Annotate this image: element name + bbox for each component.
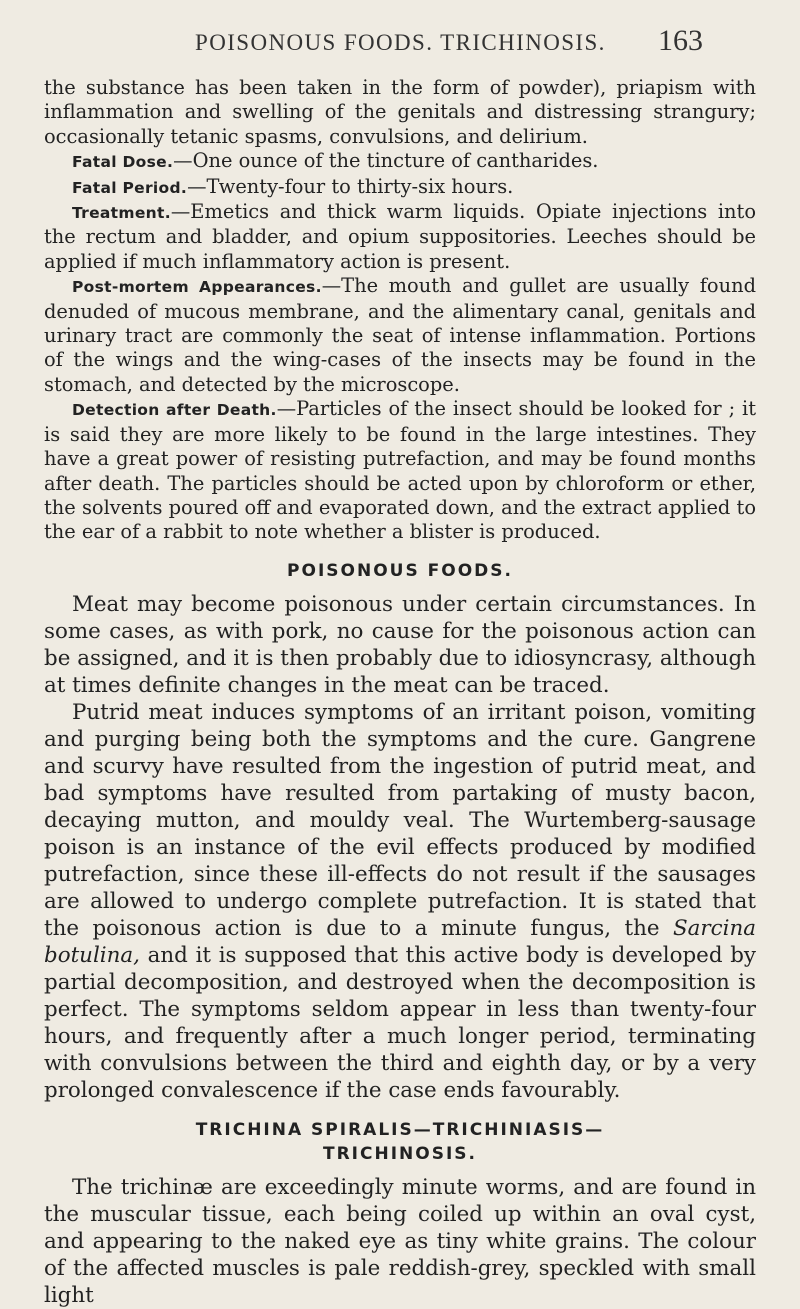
detection-paragraph [44, 397, 756, 544]
fatal-dose-paragraph [44, 149, 756, 174]
page-number: 163 [658, 24, 703, 57]
poisonous-foods-paragraph-2 [44, 699, 756, 1104]
poisonous-foods-heading: POISONOUS FOODS. [287, 560, 513, 581]
post-mortem-text: —The mouth and gullet are usually found denuded of mucous membrane, and the alimentary canal, genitals and urinary tract are commonly the seat of intense inflammation. Portions of the wings and the wing-cases of the insects may be found in the stomach, and detected by the microscope. [44, 274, 756, 396]
fatal-period-text: —Twenty-four to thirty-six hours. [187, 174, 514, 198]
trichina-heading-line-2: TRICHINOSIS. [323, 1143, 477, 1164]
detection-term: Detection after Death. [72, 401, 277, 420]
trichina-heading [44, 1118, 756, 1166]
poisonous-foods-section [44, 591, 756, 1309]
post-mortem-term: Post-mortem Appearances. [72, 278, 322, 297]
sarcina-botulina-italic: Sarcina botulina, [44, 915, 756, 968]
fatal-period-term: Fatal Period. [72, 178, 188, 197]
trichina-heading-line-1: TRICHINA SPIRALIS—TRICHINIASIS— [195, 1119, 605, 1140]
post-mortem-paragraph [44, 274, 756, 397]
poisonous-foods-paragraph-1: Meat may become poisonous under certain circumstances. In some cases, as with pork, no cause for the poisonous action can be assigned, and it is then probably due to idiosyncrasy, although at times definite changes in the meat can be traced. [44, 591, 756, 698]
treatment-term: Treatment. [72, 204, 171, 223]
running-head: POISONOUS FOODS. TRICHINOSIS. [195, 30, 606, 55]
treatment-text: —Emetics and thick warm liquids. Opiate injections into the rectum and bladder, and opium suppositories. Leeches should be applied if much inflammatory action is present. [44, 200, 756, 273]
fatal-dose-text: —One ounce of the tincture of cantharides. [173, 149, 599, 173]
fatal-period-paragraph [44, 175, 756, 200]
body-text [44, 76, 756, 1309]
fatal-dose-term: Fatal Dose. [72, 153, 174, 172]
trichina-paragraph-1: The trichinæ are exceedingly minute worms, and are found in the muscular tissue, each being coiled up within an oval cyst, and appearing to the naked eye as tiny white grains. The colour of the affected muscles is pale reddish-grey, speckled with small light [44, 1174, 756, 1308]
detection-text: —Particles of the insect should be looked for ; it is said they are more likely to be found in the large intestines. They have a great power of resisting putrefaction, and may be found months after death. The particles should be acted upon by chloroform or ether, the solvents poured off and evaporated down, and the extract applied to the ear of a rabbit to note whether a blister is produced. [44, 397, 756, 544]
paragraph-2-text-before: Putrid meat induces symptoms of an irritant poison, vomiting and purging being both the symptoms and the cure. Gangrene and scurvy have resulted from the ingestion of putrid meat, and bad symptoms have resulted from partaking of musty bacon, decaying mutton, and mouldy veal. The Wurtemberg-sausage poison is an instance of the evil effects produced by modified putrefaction, since these ill-effects do not result if the sausages are allowed to undergo complete putrefaction. It is stated that the poisonous action is due to a minute fungus, the [44, 699, 756, 941]
paragraph-2-text-after: and it is supposed that this active body is developed by partial decomposition, and destroyed when the decomposition is perfect. The symptoms seldom appear in less than twenty-four hours, and frequently after a much longer period, terminating with convulsions between the third and eighth day, or by a very prolonged convalescence if the case ends favourably. [44, 942, 756, 1103]
treatment-paragraph [44, 200, 756, 274]
cantharides-continuation: the substance has been taken in the form of powder), priapism with inflammation and swelling of the genitals and distressing strangury; occasionally tetanic spasms, convulsions, and delirium. [44, 76, 756, 148]
